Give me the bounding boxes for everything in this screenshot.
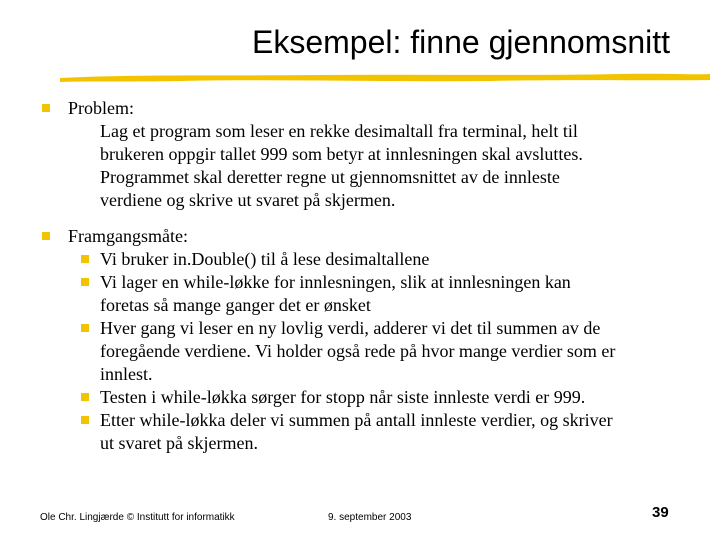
square-bullet-icon: [42, 232, 50, 240]
problem-heading: Problem:: [68, 98, 134, 118]
problem-section: [40, 97, 700, 212]
footer-date: 9. september 2003: [328, 512, 412, 523]
slide-title: Eksempel: finne gjennomsnitt: [252, 24, 670, 60]
approach-item: [40, 409, 700, 455]
problem-line: verdiene og skrive ut svaret på skjermen.: [100, 190, 396, 210]
title-underline: [60, 70, 710, 84]
approach-item-line: Vi bruker in.Double() til å lese desimaltallene: [100, 249, 430, 269]
approach-item: [40, 386, 700, 409]
square-bullet-icon: [81, 393, 89, 401]
problem-line: Lag et program som leser en rekke desimaltall fra terminal, helt til: [100, 121, 578, 141]
slide-body: [40, 97, 700, 455]
approach-item-line: foretas så mange ganger det er ønsket: [100, 295, 371, 315]
approach-item-line: innlest.: [100, 364, 153, 384]
problem-text: [68, 120, 700, 212]
approach-item: [40, 248, 700, 271]
problem-line: Programmet skal deretter regne ut gjennomsnittet av de innleste: [100, 167, 560, 187]
approach-item-line: foregående verdiene. Vi holder også rede på hvor mange verdier som er: [100, 341, 616, 361]
square-bullet-icon: [81, 255, 89, 263]
approach-item: [40, 271, 700, 317]
approach-item-line: Vi lager en while-løkke for innlesningen, slik at innlesningen kan: [100, 272, 571, 292]
footer-author: Ole Chr. Lingjærde © Institutt for informatikk: [40, 512, 235, 523]
square-bullet-icon: [81, 416, 89, 424]
approach-item: [40, 317, 700, 386]
approach-item-line: ut svaret på skjermen.: [100, 433, 258, 453]
approach-section: [40, 225, 700, 248]
page-number: 39: [652, 504, 669, 521]
approach-item-line: Hver gang vi leser en ny lovlig verdi, adderer vi det til summen av de: [100, 318, 601, 338]
approach-item-line: Testen i while-løkka sørger for stopp når siste innleste verdi er 999.: [100, 387, 586, 407]
square-bullet-icon: [81, 324, 89, 332]
problem-line: brukeren oppgir tallet 999 som betyr at innlesningen skal avsluttes.: [100, 144, 583, 164]
square-bullet-icon: [81, 278, 89, 286]
approach-item-line: Etter while-løkka deler vi summen på antall innleste verdier, og skriver: [100, 410, 613, 430]
square-bullet-icon: [42, 104, 50, 112]
approach-heading: Framgangsmåte:: [68, 226, 188, 246]
